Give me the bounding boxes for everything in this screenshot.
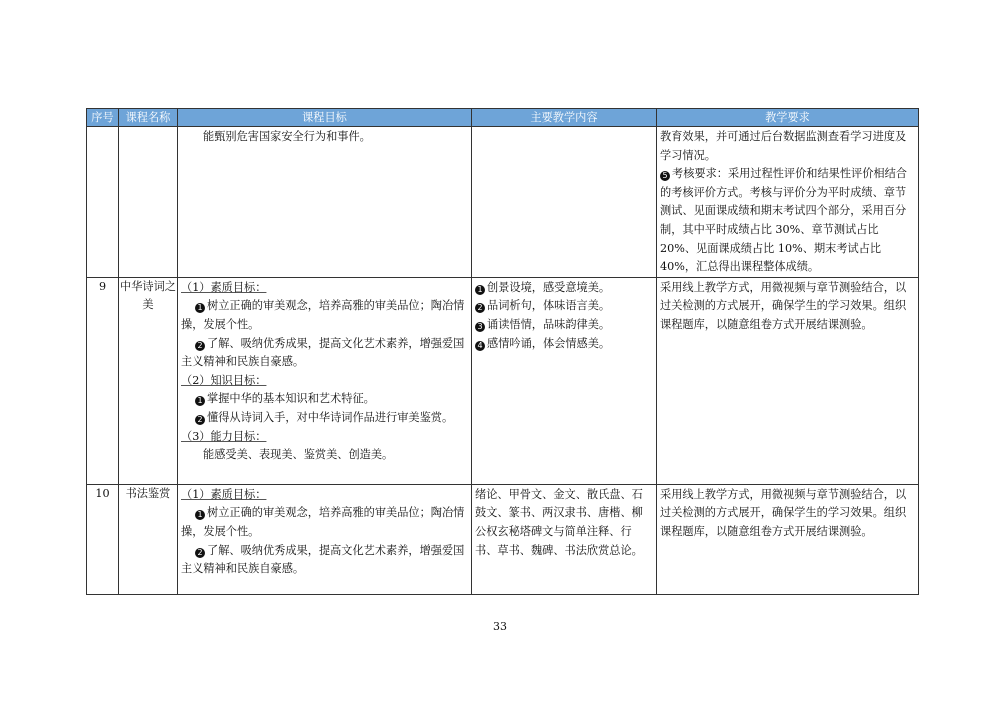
goal-item: 树立正确的审美观念，培养高雅的审美品位；陶冶情操，发展个性。 <box>181 299 465 331</box>
goal-heading: （3）能力目标： <box>181 429 267 443</box>
row-course-name: 中华诗词之美 <box>119 277 178 484</box>
row-goal <box>178 127 472 278</box>
number-1-icon: 1 <box>195 510 205 520</box>
requirements-text: 采用线上教学方式，用微视频与章节测验结合，以过关检测的方式展开，确保学生的学习效果。组织课程题库，以随意组卷方式开展结课测验。 <box>660 487 907 538</box>
row-goal <box>178 484 472 594</box>
goal-heading: （1）素质目标： <box>181 487 267 501</box>
goal-item: 懂得从诗词入手，对中华诗词作品进行审美鉴赏。 <box>207 410 454 424</box>
page-number: 33 <box>493 620 507 633</box>
number-3-icon: 3 <box>475 322 485 332</box>
assessment-text: 考核要求：采用过程性评价和结果性评价相结合的考核评价方式。考核与评价分为平时成绩、章节测试、见面课成绩和期末考试四个部分，采用百分制，其中平时成绩占比 30%、章节测试占比 20%、见面课成绩占比 10%、期末考试占比 40%，汇总得出课程整体成绩。 <box>660 167 907 274</box>
header-no: 序号 <box>87 109 119 127</box>
goal-heading: （2）知识目标： <box>181 373 267 387</box>
table-header-row <box>87 109 919 127</box>
number-2-icon: 2 <box>195 548 205 558</box>
goal-item: 了解、吸纳优秀成果，提高文化艺术素养，增强爱国主义精神和民族自豪感。 <box>181 336 465 369</box>
content-item: 诵读悟情，品味韵律美。 <box>487 317 611 331</box>
number-1-icon: 1 <box>195 396 205 406</box>
goal-heading: （1）素质目标： <box>181 280 267 294</box>
table-row <box>87 484 919 594</box>
course-table <box>86 108 919 595</box>
number-5-icon: 5 <box>660 171 670 181</box>
content-text: 绪论、甲骨文、金文、散氏盘、石鼓文、篆书、两汉隶书、唐楷、柳公权玄秘塔碑文与简单注释、行书、草书、魏碑、书法欣赏总论。 <box>475 487 643 557</box>
row-no <box>87 127 119 278</box>
row-content <box>472 277 657 484</box>
row-no: 10 <box>87 484 119 594</box>
goal-item: 掌握中华的基本知识和艺术特征。 <box>207 392 375 406</box>
number-2-icon: 2 <box>475 303 485 313</box>
requirements-text: 采用线上教学方式，用微视频与章节测验结合，以过关检测的方式展开，确保学生的学习效果。组织课程题库，以随意组卷方式开展结课测验。 <box>660 280 907 331</box>
header-main-content: 主要教学内容 <box>472 109 657 127</box>
content-item: 创景设境，感受意境美。 <box>487 280 611 294</box>
number-4-icon: 4 <box>475 341 485 351</box>
goal-item: 了解、吸纳优秀成果，提高文化艺术素养，增强爱国主义精神和民族自豪感。 <box>181 543 465 576</box>
table-row <box>87 277 919 484</box>
requirements-text: 教育效果，并可通过后台数据监测查看学习进度及学习情况。 <box>660 130 907 162</box>
row-content <box>472 484 657 594</box>
header-requirements: 教学要求 <box>657 109 919 127</box>
table-row <box>87 127 919 278</box>
number-2-icon: 2 <box>195 341 205 351</box>
row-content <box>472 127 657 278</box>
row-requirements <box>657 484 919 594</box>
row-goal <box>178 277 472 484</box>
row-course-name: 书法鉴赏 <box>119 484 178 594</box>
number-2-icon: 2 <box>195 415 205 425</box>
number-1-icon: 1 <box>475 285 485 295</box>
header-course-name: 课程名称 <box>119 109 178 127</box>
header-course-goal: 课程目标 <box>178 109 472 127</box>
goal-text: 能甄别危害国家安全行为和事件。 <box>203 130 371 143</box>
row-no: 9 <box>87 277 119 484</box>
row-course-name <box>119 127 178 278</box>
row-requirements <box>657 277 919 484</box>
goal-item: 树立正确的审美观念，培养高雅的审美品位；陶冶情操，发展个性。 <box>181 506 465 538</box>
content-item: 感情吟诵，体会情感美。 <box>487 336 611 350</box>
content-item: 品词析句，体味语言美。 <box>487 299 611 313</box>
goal-plain: 能感受美、表现美、鉴赏美、创造美。 <box>203 448 394 462</box>
row-requirements <box>657 127 919 278</box>
number-1-icon: 1 <box>195 303 205 313</box>
